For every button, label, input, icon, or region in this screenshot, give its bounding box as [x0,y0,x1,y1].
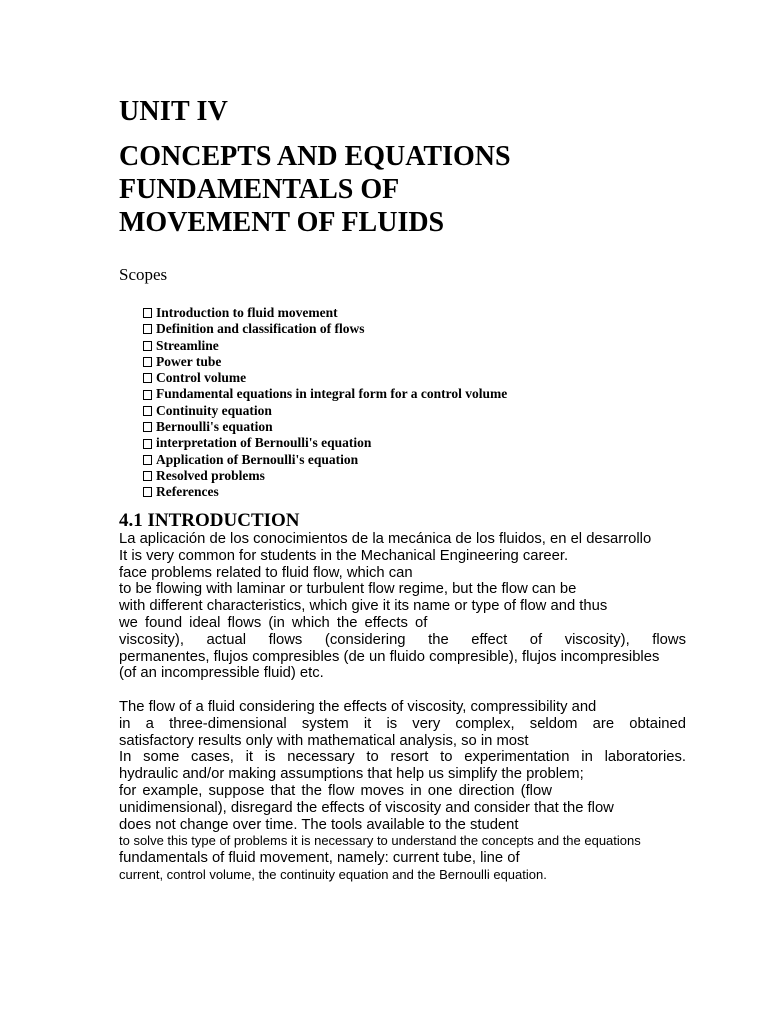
section-heading: 4.1 INTRODUCTION [119,510,300,531]
scope-item-label: Introduction to fluid movement [156,305,338,320]
scope-item-label: References [156,484,219,500]
paragraph-line: with different characteristics, which give it its name or type of flow and thus [119,598,608,615]
paragraph-line: hydraulic and/or making assumptions that help us simplify the problem; [119,766,584,783]
paragraph-line: The flow of a fluid considering the effects of viscosity, compressibility and [119,699,597,715]
paragraph-line: to solve this type of problems it is necessary to understand the concepts and the equations [119,833,641,849]
scope-item [143,386,507,402]
scope-item-label: Streamline [156,337,219,353]
paragraph-line: permanentes, flujos compresibles (de un fluido compresible), flujos incompresibles [119,648,660,665]
paragraph-line: to be flowing with laminar or turbulent flow regime, but the flow can be [119,581,577,598]
scopes-list [143,305,507,501]
paragraph-line: fundamentals of fluid movement, namely: current tube, line of [119,850,520,867]
scope-item-label: Power tube [156,353,222,369]
chapter-title-line: MOVEMENT OF FLUIDS [119,207,445,238]
scope-item [143,354,507,370]
scope-item [143,435,507,451]
checkbox-square-icon [143,324,152,334]
checkbox-square-icon [143,373,152,383]
paragraph-line: In some cases, it is necessary to resort to experimentation in laboratories. [119,749,686,766]
scope-item-label: Application of Bernoulli's equation [156,451,359,467]
scope-item-label: interpretation of Bernoulli's equation [156,435,372,451]
scope-item [143,305,507,321]
intro-paragraph-2 [119,699,686,884]
scope-item-label: Continuity equation [156,402,272,418]
checkbox-square-icon [143,455,152,465]
paragraph-line: face problems related to fluid flow, which can [119,564,413,581]
scope-item [143,419,507,435]
scope-item [143,452,507,468]
paragraph-line: satisfactory results only with mathematical analysis, so in most [119,732,529,749]
paragraph-line: It is very common for students in the Mechanical Engineering career. [119,547,569,564]
checkbox-square-icon [143,341,152,351]
paragraph-line: current, control volume, the continuity equation and the Bernoulli equation. [119,866,547,882]
scope-item-label: Bernoulli's equation [156,419,273,435]
checkbox-square-icon [143,487,152,497]
checkbox-square-icon [143,439,152,449]
scope-item [143,321,507,337]
paragraph-line: La aplicación de los conocimientos de la mecánica de los fluidos, en el desarrollo [119,531,652,547]
checkbox-square-icon [143,471,152,481]
scope-item [143,338,507,354]
paragraph-line: does not change over time. The tools available to the student [119,816,519,833]
checkbox-square-icon [143,308,152,318]
intro-paragraph-1 [119,531,686,682]
paragraph-line: in a three-dimensional system it is very complex, seldom are obtained [119,715,686,732]
unit-heading: UNIT IV [119,96,229,127]
paragraph-line: (of an incompressible fluid) etc. [119,665,324,682]
scope-item [143,484,507,500]
chapter-title-line: FUNDAMENTALS OF [119,174,400,205]
paragraph-line: we found ideal flows (in which the effects of [119,614,428,631]
scope-item [143,403,507,419]
checkbox-square-icon [143,406,152,416]
scopes-label: Scopes [119,265,168,284]
scope-item [143,468,507,484]
paragraph-line: unidimensional), disregard the effects of viscosity and consider that the flow [119,799,614,816]
scope-item-label: Resolved problems [156,467,265,483]
scope-item-label: Fundamental equations in integral form for a control volume [156,386,508,402]
chapter-title [119,140,719,239]
paragraph-line: for example, suppose that the flow moves in one direction (flow [119,782,552,799]
checkbox-square-icon [143,390,152,400]
checkbox-square-icon [143,357,152,367]
chapter-title-line: CONCEPTS AND EQUATIONS [119,141,511,172]
scope-item [143,370,507,386]
scope-item-label: Definition and classification of flows [156,321,365,337]
scope-item-label: Control volume [156,370,247,386]
paragraph-line: viscosity), actual flows (considering the effect of viscosity), flows [119,631,686,648]
checkbox-square-icon [143,422,152,432]
